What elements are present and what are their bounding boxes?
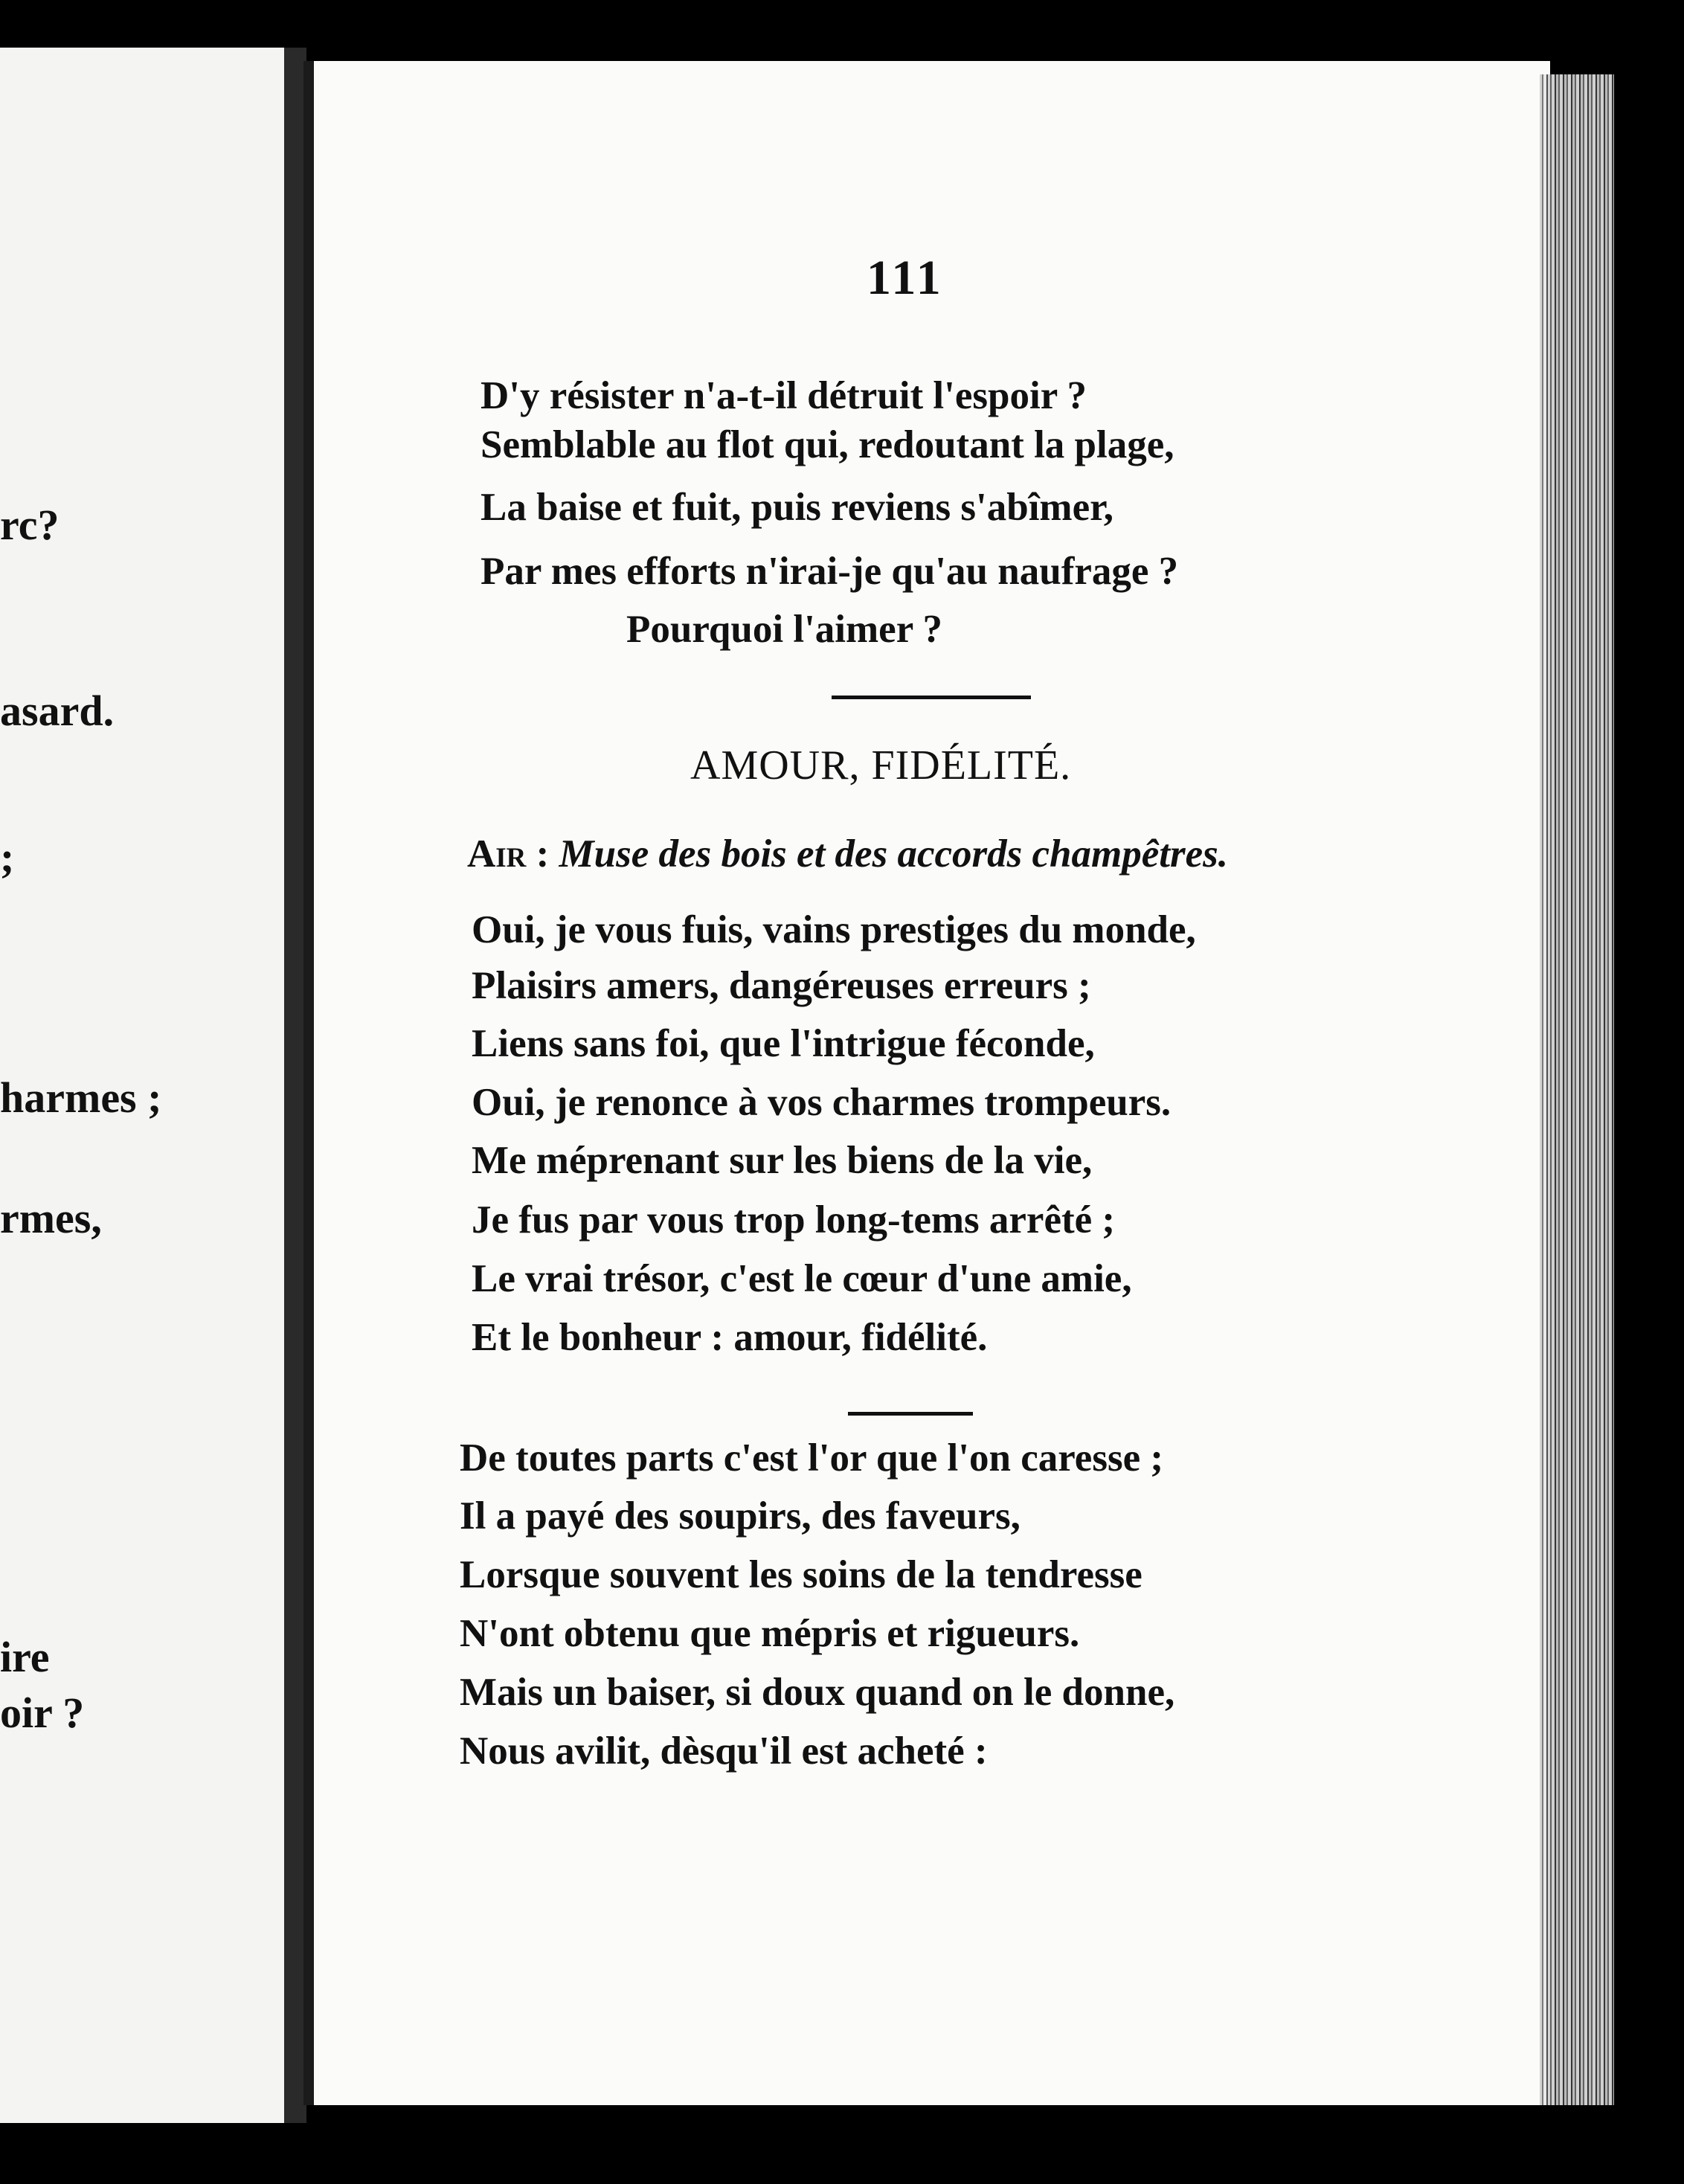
verse-line: Lorsque souvent les soins de la tendresse: [460, 1553, 1143, 1596]
left-fragment: ire: [0, 1633, 50, 1681]
verse-line: N'ont obtenu que mépris et rigueurs.: [460, 1612, 1080, 1655]
verse-line: Je fus par vous trop long-tems arrêté ;: [472, 1198, 1116, 1242]
verse-line: Semblable au flot qui, redoutant la plage,: [481, 423, 1174, 466]
verse-line: Plaisirs amers, dangéreuses erreurs ;: [472, 964, 1091, 1007]
verse-line: Oui, je renonce à vos charmes trompeurs.: [472, 1081, 1172, 1124]
air-tune: Muse des bois et des accords champêtres.: [559, 832, 1228, 876]
verse-line: Oui, je vous fuis, vains prestiges du monde,: [472, 908, 1196, 951]
verse-line: Liens sans foi, que l'intrigue féconde,: [472, 1022, 1095, 1065]
verse-line: Le vrai trésor, c'est le cœur d'une amie,: [472, 1257, 1132, 1300]
section-divider: [832, 696, 1031, 699]
left-fragment: rmes,: [0, 1194, 102, 1242]
verse-line: La baise et fuit, puis reviens s'abîmer,: [481, 486, 1114, 529]
left-fragment: ;: [0, 833, 15, 881]
verse-line: Par mes efforts n'irai-je qu'au naufrage ?: [481, 550, 1179, 593]
verse-line: Me méprenant sur les biens de la vie,: [472, 1139, 1093, 1182]
page-number: 111: [867, 251, 944, 305]
stanza-divider: [848, 1412, 973, 1416]
song-air: [467, 832, 1228, 876]
verse-line: D'y résister n'a-t-il détruit l'espoir ?: [481, 374, 1087, 417]
left-fragment: oir ?: [0, 1689, 85, 1737]
verse-line: Et le bonheur : amour, fidélité.: [472, 1316, 988, 1359]
song-title: AMOUR, FIDÉLITÉ.: [690, 742, 1072, 789]
verse-line: Nous avilit, dèsqu'il est acheté :: [460, 1729, 988, 1773]
air-label: Air :: [467, 832, 550, 876]
left-fragment: asard.: [0, 687, 115, 735]
verse-refrain: Pourquoi l'aimer ?: [626, 608, 943, 651]
verse-line: Il a payé des soupirs, des faveurs,: [460, 1494, 1021, 1538]
left-fragment: harmes ;: [0, 1073, 162, 1122]
verse-line: Mais un baiser, si doux quand on le donne,: [460, 1671, 1175, 1714]
verse-line: De toutes parts c'est l'or que l'on caresse ;: [460, 1436, 1164, 1480]
left-fragment: rc?: [0, 501, 60, 549]
